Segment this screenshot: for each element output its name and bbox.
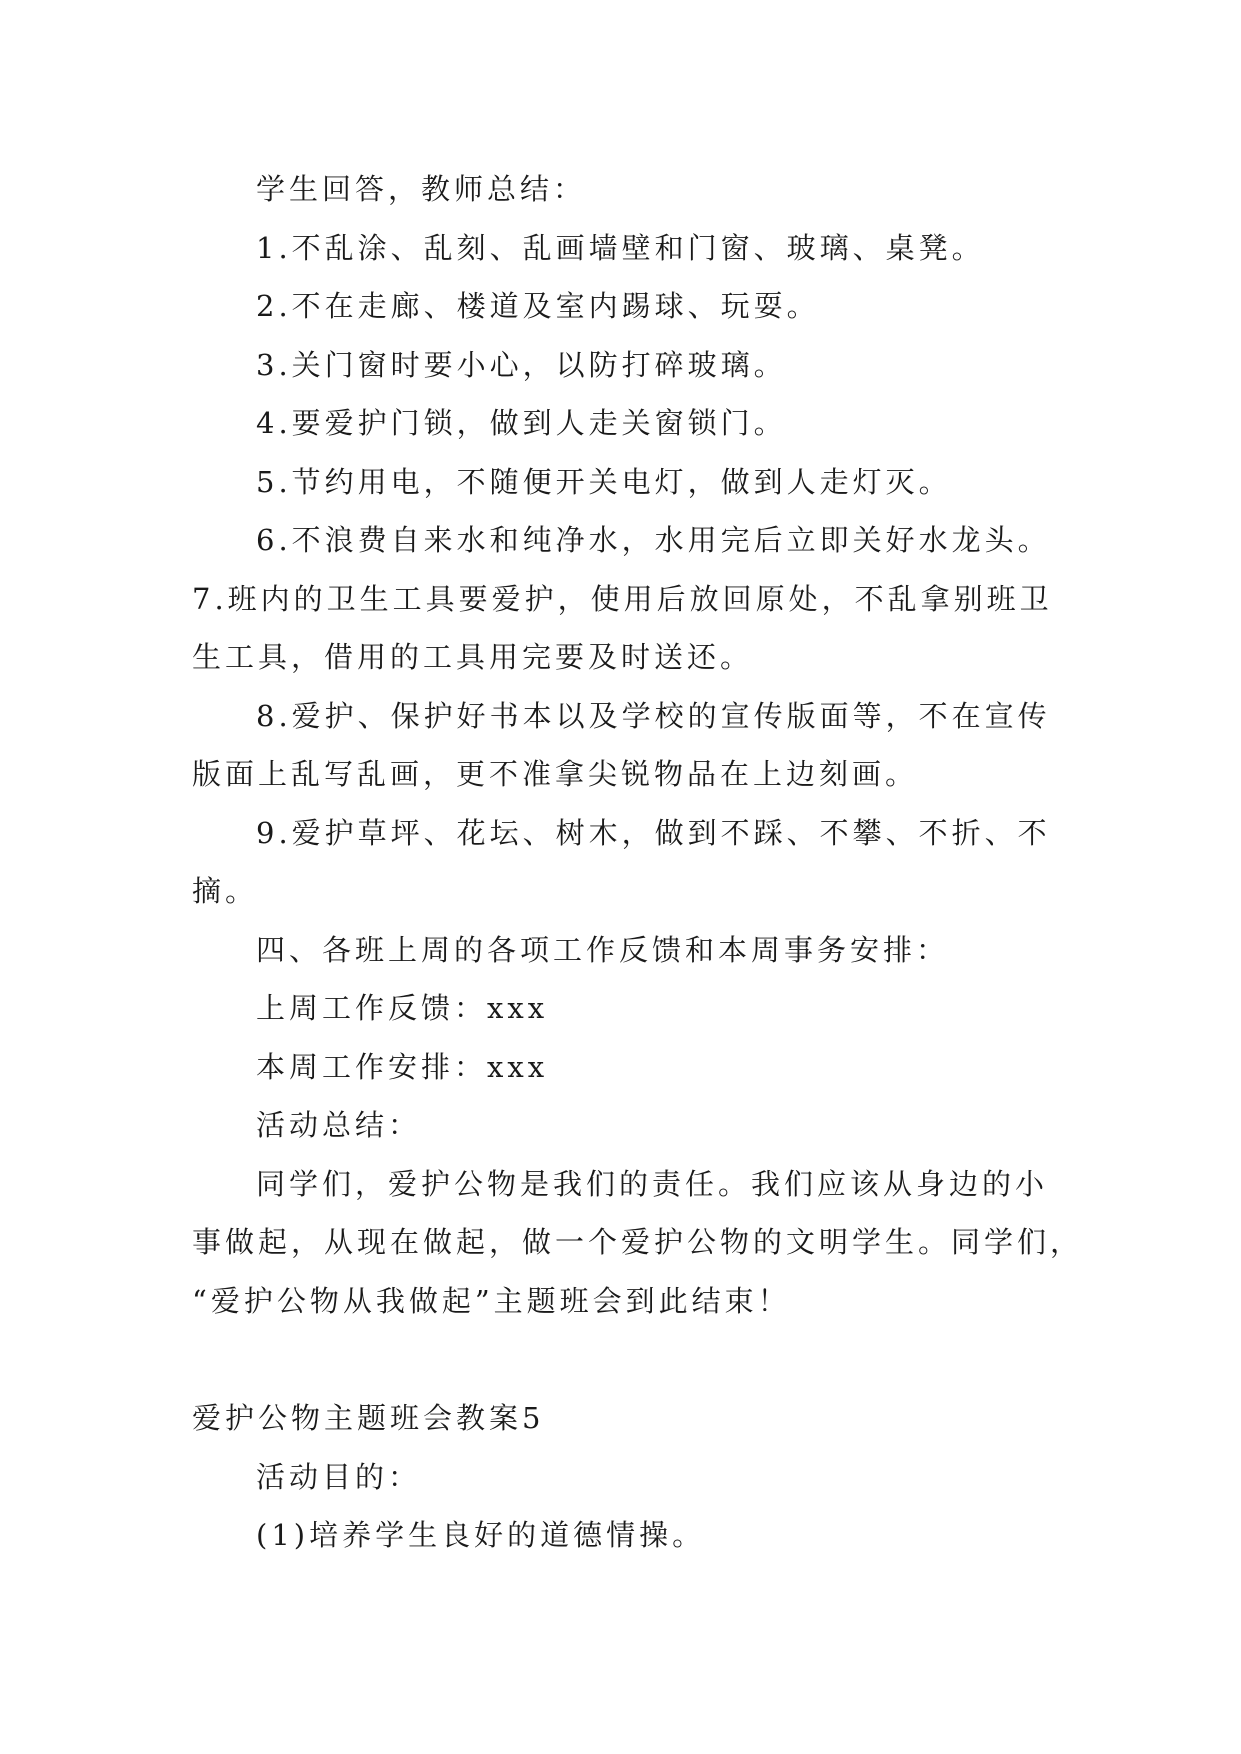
- paragraph-line: 事做起，从现在做起，做一个爱护公物的文明学生。同学们，: [192, 1225, 1084, 1259]
- paragraph-line: 生工具，借用的工具用完要及时送还。: [192, 640, 754, 674]
- list-item: (1)培养学生良好的道德情操。: [256, 1518, 706, 1552]
- document-body: [192, 160, 1084, 1565]
- list-item: 2.不在走廊、楼道及室内踢球、玩耍。: [256, 289, 820, 323]
- paragraph-line: 版面上乱写乱画，更不准拿尖锐物品在上边刻画。: [192, 757, 919, 791]
- blank-line: [192, 1330, 1072, 1389]
- paragraph-line: 摘。: [192, 874, 259, 908]
- document-title: 爱护公物主题班会教案5: [192, 1401, 545, 1435]
- list-item: 8.爱护、保护好书本以及学校的宣传版面等，不在宣传: [256, 698, 1051, 733]
- list-item: 3.关门窗时要小心，以防打碎玻璃。: [256, 347, 787, 382]
- paragraph-line: 同学们，爱护公物是我们的责任。我们应该从身边的小: [256, 1166, 1049, 1201]
- paragraph-line: “爱护公物从我做起”主题班会到此结束！: [192, 1283, 791, 1318]
- paragraph-line: 活动目的：: [256, 1459, 422, 1494]
- paragraph-line: 活动总结：: [256, 1108, 422, 1142]
- paragraph-line: 本周工作安排：xxx: [256, 1049, 549, 1084]
- list-item: 1.不乱涂、乱刻、乱画墙壁和门窗、玻璃、桌凳。: [256, 230, 985, 265]
- section-heading: 四、各班上周的各项工作反馈和本周事务安排：: [256, 932, 950, 967]
- list-item: 5.节约用电，不随便开关电灯，做到人走灯灭。: [256, 464, 952, 499]
- list-item: 9.爱护草坪、花坛、树木，做到不踩、不攀、不折、不: [256, 815, 1051, 850]
- list-item: 7.班内的卫生工具要爱护，使用后放回原处，不乱拿别班卫: [192, 581, 1053, 616]
- list-item: 4.要爱护门锁，做到人走关窗锁门。: [256, 406, 787, 440]
- paragraph-line: 上周工作反馈：xxx: [256, 991, 549, 1025]
- paragraph-line: 学生回答，教师总结：: [256, 172, 587, 206]
- list-item: 6.不浪费自来水和纯净水，水用完后立即关好水龙头。: [256, 523, 1051, 557]
